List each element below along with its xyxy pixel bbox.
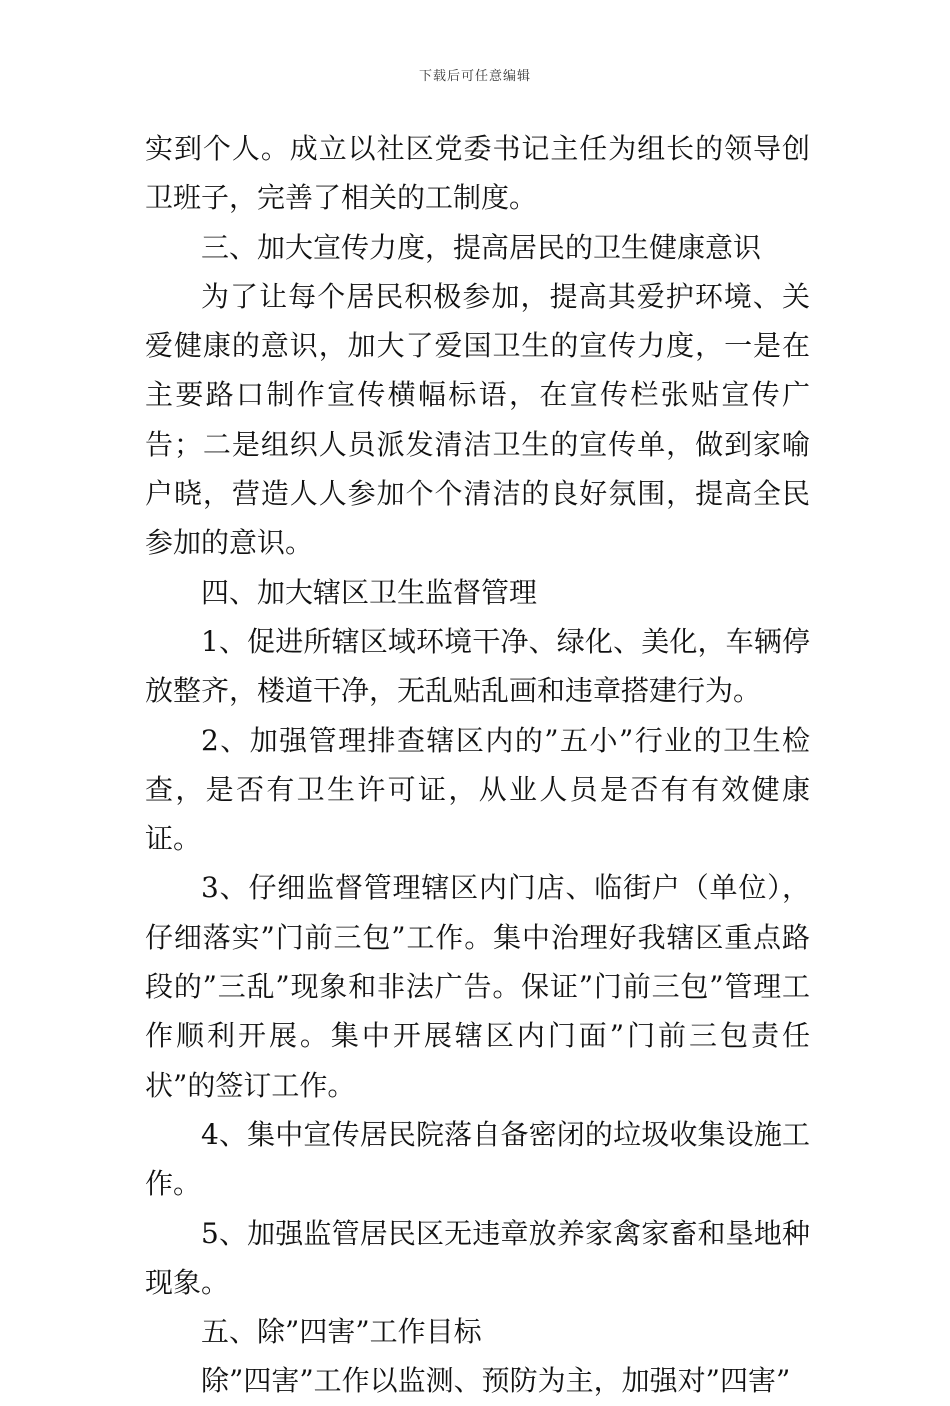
paragraph-3: 除”四害”工作以监测、预防为主，加强对”四害” xyxy=(201,1364,791,1398)
section-heading-3: 三、加大宣传力度，提高居民的卫生健康意识 xyxy=(201,230,762,264)
page-header: 下载后可任意编辑 xyxy=(418,69,531,84)
list-item-2: 2、加强管理排查辖区内的”五小”行业的卫生检查，是否有卫生许可证，从业人员是否有有效健康证。 xyxy=(145,723,810,856)
document-body xyxy=(145,124,810,1406)
paragraph-1: 实到个人。成立以社区党委书记主任为组长的领导创卫班子，完善了相关的工制度。 xyxy=(145,132,810,215)
paragraph-2: 为了让每个居民积极参加，提高其爱护环境、关爱健康的意识，加大了爱国卫生的宣传力度，一是在主要路口制作宣传横幅标语，在宣传栏张贴宣传广告；二是组织人员派发清洁卫生的宣传单，做到家喻户晓，营造人人参加个个清洁的良好氛围，提高全民参加的意识。 xyxy=(145,279,810,560)
list-item-4: 4、集中宣传居民院落自备密闭的垃圾收集设施工作。 xyxy=(145,1117,810,1201)
section-heading-5: 五、除”四害”工作目标 xyxy=(201,1315,482,1349)
list-item-1: 1、促进所辖区域环境干净、绿化、美化，车辆停放整齐，楼道干净，无乱贴乱画和违章搭建行为。 xyxy=(145,624,810,708)
section-heading-4: 四、加大辖区卫生监督管理 xyxy=(201,575,538,609)
list-item-3: 3、仔细监督管理辖区内门店、临街户（单位），仔细落实”门前三包”工作。集中治理好我辖区重点路段的”三乱”现象和非法广告。保证”门前三包”管理工作顺利开展。集中开展辖区内门面”门前三包责任状”的签订工作。 xyxy=(145,871,810,1102)
list-item-5: 5、加强监管居民区无违章放养家禽家畜和垦地种现象。 xyxy=(145,1216,810,1299)
